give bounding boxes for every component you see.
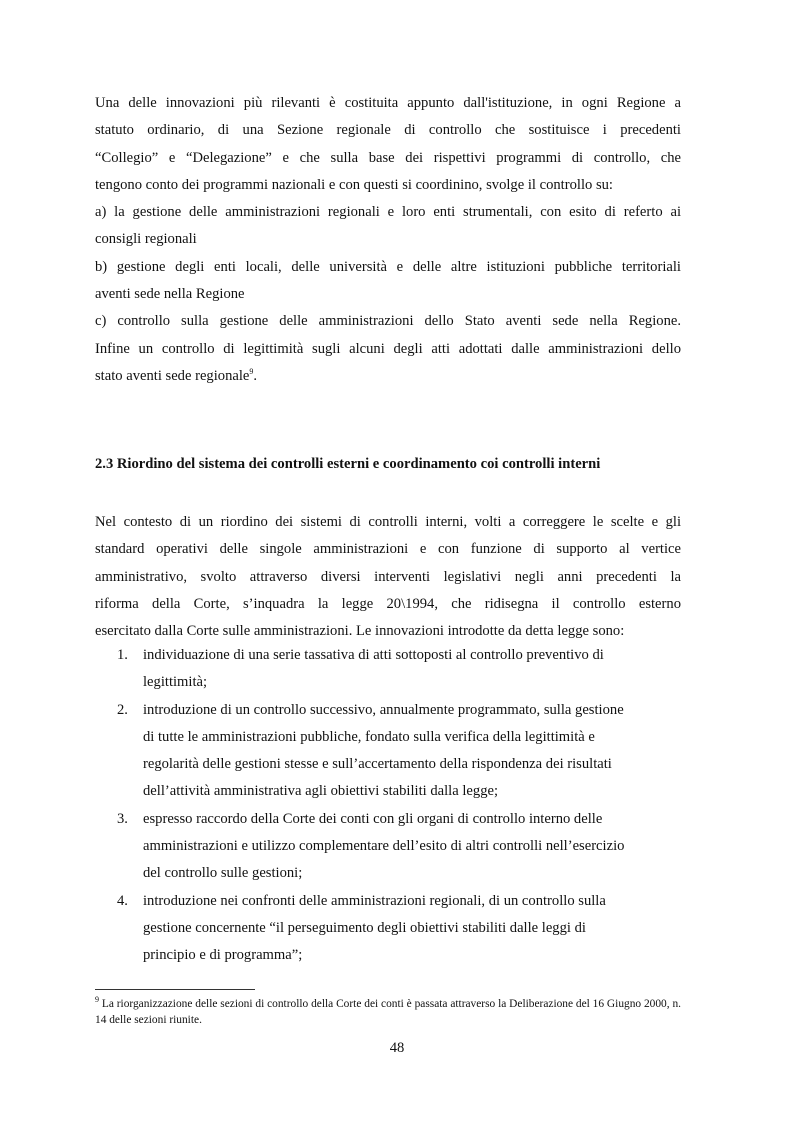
list-item-text (143, 888, 653, 970)
innovations-list (95, 642, 681, 970)
list-item-line: di tutte le amministrazioni pubbliche, fondato sulla verifica della legittimità e (143, 728, 595, 745)
item-c-text: stato aventi sede regionale (95, 367, 250, 384)
list-item-line: principio e di programma”; (143, 947, 303, 964)
list-item (95, 642, 681, 697)
text-line: Nel contesto di un riordino dei sistemi di controlli interni, volti a correggere le scelte e gli (95, 514, 681, 530)
item-a-line: consigli regionali (95, 231, 197, 248)
list-item-number: 4. (117, 892, 128, 909)
list-item-text (143, 697, 653, 806)
list-item (95, 806, 681, 888)
list-item-line: dell’attività amministrativa agli obiettivi stabiliti dalla legge; (143, 783, 499, 800)
footnote (95, 996, 681, 1028)
list-item-line: gestione concernente “il perseguimento degli obiettivi stabiliti dalle leggi di (143, 919, 586, 936)
footnote-text: La riorganizzazione delle sezioni di controllo della Corte dei conti è passata attraverso la Deliberazione del 16 Giugno 2000, n. 14 delle sezioni riunite. (95, 998, 681, 1026)
text-line: Una delle innovazioni più rilevanti è costituita appunto dall'istituzione, in ogni Regione a (95, 95, 681, 111)
item-c-line: Infine un controllo di legittimità sugli alcuni degli atti adottati dalle amministrazioni dello (95, 340, 681, 357)
period: . (253, 367, 258, 384)
page-number: 48 (389, 1040, 405, 1056)
section-heading: 2.3 Riordino del sistema dei controlli esterni e coordinamento coi controlli interni (95, 456, 601, 472)
list-item-number: 2. (117, 701, 128, 718)
paragraph-sezione-regionale (95, 90, 681, 390)
text-line: statuto ordinario, di una Sezione regionale di controllo che sostituisce i precedenti (95, 122, 681, 139)
list-item-number: 1. (117, 647, 128, 663)
list-item-line: individuazione di una serie tassativa di atti sottoposti al controllo preventivo di (143, 647, 604, 663)
list-item-line: del controllo sulle gestioni; (143, 865, 303, 882)
item-c-last-line (95, 363, 681, 390)
item-b-line: b) gestione degli enti locali, delle università e delle altre istituzioni pubbliche territoriali (95, 258, 681, 275)
item-a-line: a) la gestione delle amministrazioni regionali e loro enti strumentali, con esito di referto ai (95, 204, 681, 221)
footnote-separator (95, 989, 255, 990)
footnote-reference[interactable]: 9 (249, 367, 254, 377)
list-item-line: amministrazioni e utilizzo complementare dell’esito di altri controlli nell’esercizio (143, 838, 625, 855)
list-item-line: legittimità; (143, 674, 208, 691)
list-item-line: introduzione di un controllo successivo, annualmente programmato, sulla gestione (143, 701, 624, 718)
text-line: riforma della Corte, s’inquadra la legge 20\1994, che ridisegna il controllo esterno (95, 595, 681, 612)
list-item-text (143, 806, 653, 888)
list-item-line: regolarità delle gestioni stesse e sull’accertamento della rispondenza dei risultati (143, 756, 612, 773)
list-item (95, 888, 681, 970)
list-item-text (143, 642, 653, 697)
list-item-line: introduzione nei confronti delle amministrazioni regionali, di un controllo sulla (143, 892, 606, 909)
paragraph-riordino (95, 509, 681, 645)
text-line: esercitato dalla Corte sulle amministrazioni. Le innovazioni introdotte da detta legge sono: (95, 623, 625, 640)
list-item-number: 3. (117, 810, 128, 827)
text-line: standard operativi delle singole amministrazioni e con funzione di supporto al vertice (95, 541, 681, 558)
text-line: amministrativo, svolto attraverso diversi interventi legislativi negli anni precedenti la (95, 568, 681, 585)
text-line: “Collegio” e “Delegazione” e che sulla base dei rispettivi programmi di controllo, che (95, 149, 681, 166)
item-c-line: c) controllo sulla gestione delle amministrazioni dello Stato aventi sede nella Regione. (95, 313, 681, 330)
page-body (95, 90, 681, 964)
list-item (95, 697, 681, 806)
list-item-line: espresso raccordo della Corte dei conti con gli organi di controllo interno delle (143, 810, 603, 827)
item-b-line: aventi sede nella Regione (95, 286, 245, 303)
text-line: tengono conto dei programmi nazionali e con questi si coordinino, svolge il controllo su: (95, 176, 613, 193)
footnote-marker: 9 (95, 995, 99, 1005)
